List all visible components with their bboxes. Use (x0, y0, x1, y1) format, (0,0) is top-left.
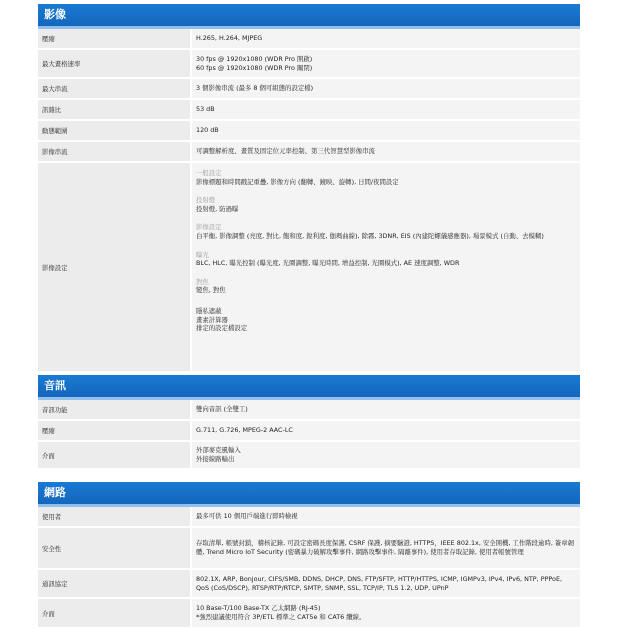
row-label: 壓縮 (38, 421, 190, 440)
network-section (38, 482, 580, 629)
spec-row-streaming (38, 142, 580, 163)
spec-row-snr (38, 100, 580, 121)
row-label: 壓縮 (38, 29, 190, 48)
row-label: 介面 (38, 599, 190, 627)
spec-row-audio-function (38, 400, 580, 421)
spec-row-framerate (38, 50, 580, 79)
settings-group: 一般設定 影像標題和時間戳記重疊, 影像方向 (翻轉、鏡映、旋轉), 日間/夜間設定 (196, 169, 399, 186)
audio-section-header: 音訊 (38, 375, 580, 400)
spec-row-dynamic-range (38, 121, 580, 142)
spec-row-image-settings (38, 163, 580, 373)
network-section-header: 網路 (38, 482, 580, 507)
video-section (38, 4, 580, 373)
spec-row-users (38, 507, 580, 528)
row-value: 存取清單, 帳號封鎖，稽核記錄, 可設定密碼長度保護, CSRF 保護, 摘要驗證, HTTPS，IEEE 802.1x, 安全開機, 工作階段逾時, 簽章韌體, Trend Micro IoT Security (密碼暴力破解攻擊事件, 網路攻擊事件, 隔離事件), 使用者存取記錄, 使用者帳號管理 (192, 528, 580, 568)
spec-row-net-interface (38, 599, 580, 629)
settings-group: 對焦 變焦, 對焦 (196, 277, 226, 295)
row-value: 3 個影像串流 (最多 8 個可組態的設定檔) (192, 79, 580, 98)
settings-group: 曝光 BLC, HLC, 曝光控制 (曝光度, 光圈調整, 曝光時間, 增益控制, 光圈模式), AE 速度調整, WDR (196, 250, 460, 268)
row-value: 802.1X, ARP, Bonjour, CIFS/SMB, DDNS, DHCP, DNS, FTP/SFTP, HTTP/HTTPS, ICMP, IGMPv3, IPv4, IPv6, NTP, PPPoE, QoS (CoS/DSCP), RTSP/RTP/RTCP, SMTP, SNMP, SSL, TCP/IP, TLS 1.2, UDP, UPnP (192, 570, 580, 597)
row-label: 訊雜比 (38, 100, 190, 119)
spec-row-security (38, 528, 580, 570)
row-value: 30 fps @ 1920x1080 (WDR Pro 開啟) 60 fps @ 1920x1080 (WDR Pro 關閉) (192, 50, 580, 77)
row-label: 使用者 (38, 507, 190, 526)
row-value: 53 dB (192, 100, 580, 119)
row-value (192, 163, 580, 371)
row-label: 動態範圍 (38, 121, 190, 140)
video-section-header: 影像 (38, 4, 580, 29)
row-label: 最大畫格速率 (38, 50, 190, 77)
spec-row-protocols (38, 570, 580, 599)
settings-extra: 排定的設定檔設定 (196, 324, 248, 333)
settings-extra: 隱私遮蔽 (196, 306, 222, 315)
settings-group: 投射燈 投射燈, 防過曝 (196, 196, 239, 213)
row-label: 安全性 (38, 528, 190, 568)
row-value: 可調整解析度、畫質及固定位元率控制、第三代智慧型影像串流 (192, 142, 580, 161)
audio-section (38, 375, 580, 470)
spec-row-audio-interface (38, 442, 580, 470)
row-value: 最多可供 10 個用戶端進行即時檢視 (192, 507, 580, 526)
row-value: H.265, H.264, MJPEG (192, 29, 580, 48)
row-value: 10 Base-T/100 Base-TX 乙太網路 (RJ-45) *強烈建議使用符合 3P/ETL 標準之 CAT5e 和 CAT6 纜線。 (192, 599, 580, 627)
spec-row-audio-compression (38, 421, 580, 442)
row-label: 影像設定 (38, 163, 190, 371)
row-value: G.711, G.726, MPEG-2 AAC-LC (192, 421, 580, 440)
settings-group: 影像設定 白平衡, 影像調整 (亮度, 對比, 飽和度, 銳利度, 伽瑪曲線), 除霧, 3DNR, EIS (內建陀螺儀感應器), 場景模式 (自動、去模糊) (196, 223, 544, 240)
row-value: 外部麥克風輸入 外接線路輸出 (192, 442, 580, 468)
row-label: 影像串流 (38, 142, 190, 161)
row-label: 通訊協定 (38, 570, 190, 597)
row-value: 120 dB (192, 121, 580, 140)
row-label: 介面 (38, 442, 190, 468)
row-value: 雙向音訊 (全雙工) (192, 400, 580, 419)
row-label: 最大串流 (38, 79, 190, 98)
spec-row-maxstream (38, 79, 580, 100)
row-label: 音訊功能 (38, 400, 190, 419)
settings-extra: 畫素計算器 (196, 315, 228, 324)
spec-row-compression (38, 29, 580, 50)
